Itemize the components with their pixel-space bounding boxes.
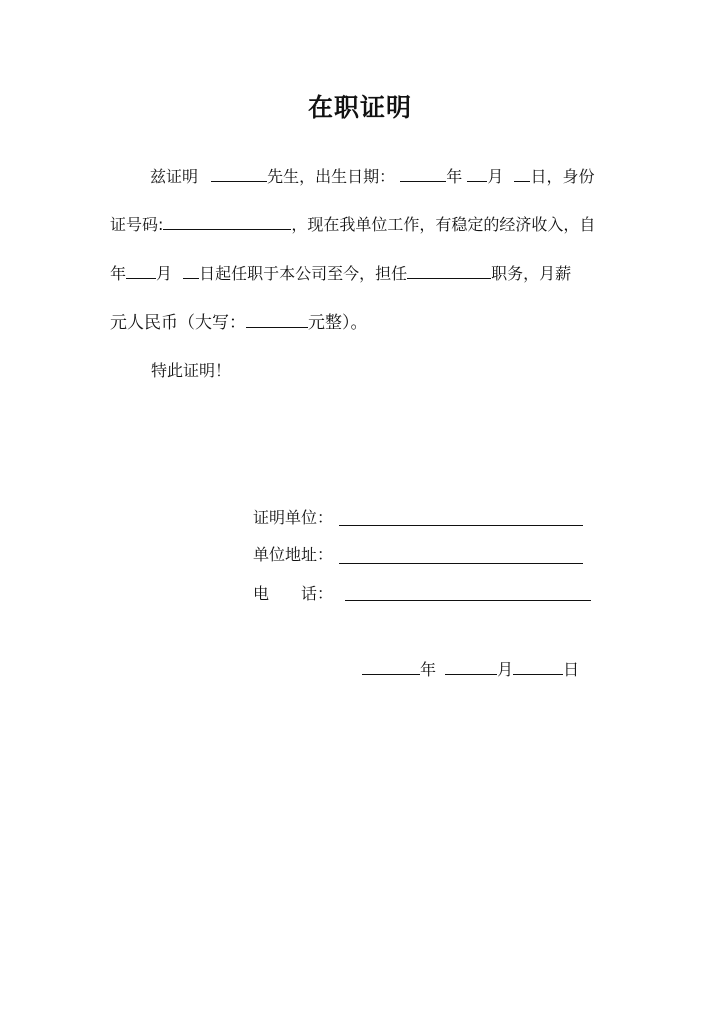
document-title: 在职证明 — [307, 93, 412, 122]
phone-label-row — [253, 583, 333, 605]
unit-address-line — [339, 563, 583, 564]
birth-year-label: 年 — [446, 167, 463, 186]
start-year-label: 年 — [110, 264, 127, 283]
paragraph-line-4 — [110, 311, 368, 334]
name-blank — [211, 165, 267, 182]
start-month-label: 月 — [156, 264, 173, 283]
employment-text: ，现在我单位工作，有稳定的经济收入，自 — [291, 215, 596, 234]
date-year-blank — [362, 658, 420, 675]
since-text: 日起任职于本公司至今，担任 — [199, 264, 408, 283]
birth-day-blank — [514, 165, 530, 182]
paragraph-line-3 — [110, 262, 571, 285]
birth-month-blank — [467, 165, 487, 182]
date-month-blank — [445, 658, 497, 675]
lead-text: 兹证明 — [150, 167, 199, 186]
unit-address-label: 单位地址： — [253, 545, 334, 564]
paragraph-line-1 — [150, 165, 594, 188]
date-line — [362, 658, 579, 681]
amount-end-text: 元整）。 — [308, 313, 368, 333]
id-number-blank — [163, 213, 291, 230]
date-year-label: 年 — [420, 660, 437, 679]
phone-label-char-2: 话： — [301, 584, 334, 603]
mr-birthdate-text: 先生，出生日期： — [267, 167, 396, 186]
paragraph-line-2 — [110, 213, 595, 236]
phone-label-char-1: 电 — [253, 584, 270, 603]
birth-day-label: 日，身份 — [530, 167, 595, 186]
phone-line — [345, 600, 591, 601]
closing-line: 特此证明！ — [151, 361, 232, 380]
id-label: 证号码: — [110, 215, 164, 234]
start-month-blank — [126, 262, 156, 279]
post-salary-text: 职务，月薪 — [491, 264, 572, 283]
issuing-unit-label: 证明单位： — [253, 508, 334, 527]
rmb-text: 元人民币（大写： — [110, 313, 246, 333]
position-blank — [407, 262, 491, 279]
date-day-blank — [513, 658, 563, 675]
date-day-label: 日 — [563, 660, 580, 679]
birth-year-blank — [400, 165, 446, 182]
issuing-unit-line — [339, 525, 583, 526]
start-day-blank — [183, 262, 199, 279]
date-month-label: 月 — [497, 660, 514, 679]
amount-words-blank — [246, 311, 308, 328]
birth-month-label: 月 — [487, 167, 504, 186]
